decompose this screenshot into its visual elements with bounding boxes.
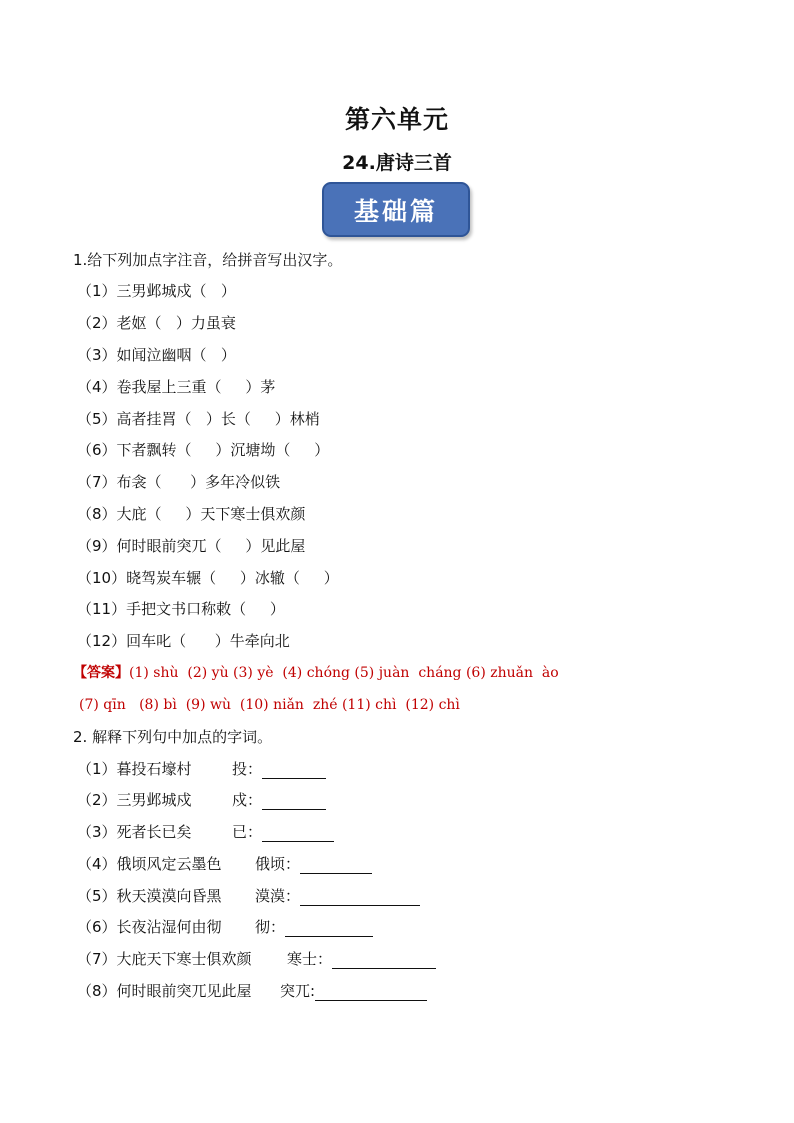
q2-word: 寒士：: [287, 950, 333, 968]
answer-blank[interactable]: [332, 952, 436, 969]
q2-word: 突兀:: [280, 982, 316, 1000]
q2-item: [77, 949, 436, 969]
q2-sentence: （5）秋天漠漠向昏黑: [77, 887, 222, 905]
q2-item: [77, 759, 326, 779]
q2-item: [77, 790, 326, 810]
q2-item: [77, 854, 372, 874]
q1-item: （9）何时眼前突兀（ ）见此屋: [77, 537, 306, 555]
q2-sentence: （8）何时眼前突兀见此屋: [77, 982, 252, 1000]
q2-word: 彻：: [255, 918, 286, 936]
unit-title: 第六单元: [344, 105, 449, 134]
section-badge: [322, 182, 470, 237]
q2-word: 俄顷：: [255, 855, 301, 873]
q2-word: 戍：: [232, 791, 263, 809]
answer-line-1: [73, 663, 559, 683]
q2-item: [77, 886, 420, 906]
q1-item: （5）高者挂罥（ ）长（ ）林梢: [77, 410, 320, 428]
q1-item: （11）手把文书口称敕（ ）: [77, 600, 285, 618]
q2-item: [77, 917, 373, 937]
q1-item: （6）下者飘转（ ）沉塘坳（ ）: [77, 441, 330, 459]
answer-blank[interactable]: [300, 857, 372, 874]
q2-item: [77, 981, 427, 1001]
question-2-prompt: 2. 解释下列句中加点的字词。: [73, 728, 273, 746]
q2-word: 投：: [232, 760, 263, 778]
question-1-prompt: 1.给下列加点字注音，给拼音写出汉字。: [73, 251, 343, 269]
q2-word: 已：: [232, 823, 263, 841]
answer-blank[interactable]: [285, 920, 373, 937]
section-badge-label: 基础篇: [353, 196, 438, 226]
q2-sentence: （7）大庇天下寒士俱欢颜: [77, 950, 252, 968]
answer-blank[interactable]: [262, 793, 326, 810]
answer-blank[interactable]: [262, 825, 334, 842]
q1-item: （10）晓驾炭车辗（ ）冰辙（ ）: [77, 569, 339, 587]
q1-item: （2）老妪（ ）力虽衰: [77, 314, 236, 332]
q1-item: （3）如闻泣幽咽（ ）: [77, 346, 236, 364]
q2-word: 漠漠：: [255, 887, 301, 905]
q2-sentence: （1）暮投石壕村: [77, 760, 192, 778]
q1-item: （12）回车叱（ ）牛牵向北: [77, 632, 290, 650]
answer-text-1: (1) shù (2) yù (3) yè (4) chóng (5) juàn cháng (6) zhuǎn ào: [129, 665, 559, 681]
q1-item: （8）大庇（ ）天下寒士俱欢颜: [77, 505, 306, 523]
q1-item: （1）三男邺城戍（ ）: [77, 282, 236, 300]
answer-blank[interactable]: [262, 762, 326, 779]
q2-item: [77, 822, 334, 842]
lesson-title: 24.唐诗三首: [342, 152, 452, 174]
q1-item: （4）卷我屋上三重（ ）茅: [77, 378, 276, 396]
q2-sentence: （2）三男邺城戍: [77, 791, 192, 809]
q2-sentence: （6）长夜沾湿何由彻: [77, 918, 222, 936]
answer-tag: 【答案】: [73, 665, 129, 681]
q2-sentence: （3）死者长已矣: [77, 823, 192, 841]
answer-blank[interactable]: [300, 889, 420, 906]
q1-item: （7）布衾（ ）多年冷似铁: [77, 473, 281, 491]
answer-blank[interactable]: [315, 984, 427, 1001]
answer-line-2: (7) qīn (8) bì (9) wù (10) niǎn zhé (11) chì (12) chì: [79, 697, 460, 713]
q2-sentence: （4）俄顷风定云墨色: [77, 855, 222, 873]
